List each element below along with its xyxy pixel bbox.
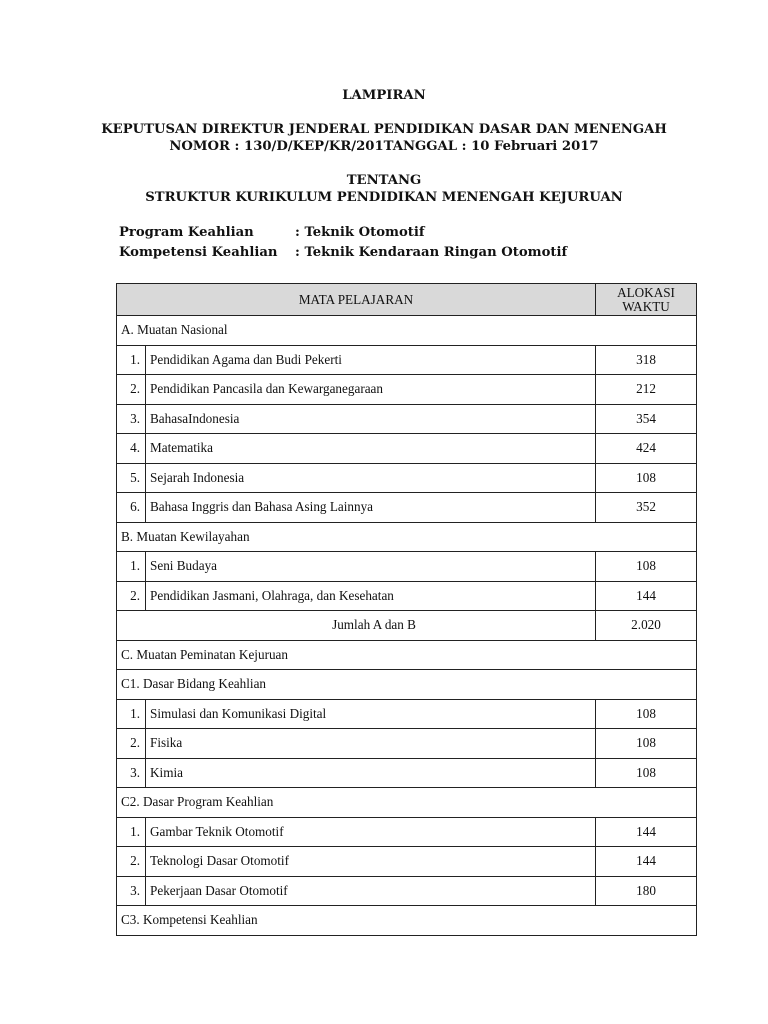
row-number: 6. — [117, 493, 146, 523]
subject-name: Pekerjaan Dasar Otomotif — [146, 876, 596, 906]
total-label: Jumlah A dan B — [117, 611, 596, 641]
table-header — [117, 284, 697, 316]
row-number: 3. — [117, 758, 146, 788]
subject-name: Seni Budaya — [146, 552, 596, 582]
section-title: C. Muatan Peminatan Kejuruan — [117, 640, 697, 670]
hours-value: 144 — [596, 817, 697, 847]
table-row — [117, 817, 697, 847]
hours-value: 108 — [596, 699, 697, 729]
hours-value: 180 — [596, 876, 697, 906]
table-row — [117, 375, 697, 405]
table-row — [117, 552, 697, 582]
row-number: 1. — [117, 345, 146, 375]
section-row — [117, 670, 697, 700]
subject-name: Pendidikan Pancasila dan Kewarganegaraan — [146, 375, 596, 405]
row-number: 2. — [117, 375, 146, 405]
hours-value: 212 — [596, 375, 697, 405]
hours-value: 108 — [596, 463, 697, 493]
program-keahlian-value: : Teknik Otomotif — [295, 225, 425, 240]
row-number: 1. — [117, 817, 146, 847]
decree-number: NOMOR : 130/D/KEP/KR/201TANGGAL : 10 Februari 2017 — [169, 139, 599, 154]
row-number: 1. — [117, 552, 146, 582]
table-row — [117, 876, 697, 906]
subject-name: Simulasi dan Komunikasi Digital — [146, 699, 596, 729]
tentang-label: TENTANG — [346, 173, 422, 188]
subject-name: Sejarah Indonesia — [146, 463, 596, 493]
table-row — [117, 345, 697, 375]
row-number: 4. — [117, 434, 146, 464]
hours-value: 144 — [596, 581, 697, 611]
total-value: 2.020 — [596, 611, 697, 641]
table-row — [117, 581, 697, 611]
hours-value: 318 — [596, 345, 697, 375]
lampiran-title: LAMPIRAN — [342, 88, 426, 103]
subject-name: Teknologi Dasar Otomotif — [146, 847, 596, 877]
hours-value: 352 — [596, 493, 697, 523]
subject-title: STRUKTUR KURIKULUM PENDIDIKAN MENENGAH KEJURUAN — [145, 190, 623, 205]
subject-name: Bahasa Inggris dan Bahasa Asing Lainnya — [146, 493, 596, 523]
hours-value: 108 — [596, 552, 697, 582]
hours-value: 108 — [596, 729, 697, 759]
subject-name: BahasaIndonesia — [146, 404, 596, 434]
subject-name: Fisika — [146, 729, 596, 759]
row-number: 1. — [117, 699, 146, 729]
section-row — [117, 640, 697, 670]
section-row — [117, 522, 697, 552]
decree-title: KEPUTUSAN DIREKTUR JENDERAL PENDIDIKAN DASAR DAN MENENGAH — [101, 122, 667, 137]
hours-value: 424 — [596, 434, 697, 464]
section-title: B. Muatan Kewilayahan — [117, 522, 697, 552]
kompetensi-keahlian-value: : Teknik Kendaraan Ringan Otomotif — [295, 245, 568, 260]
total-row — [117, 611, 697, 641]
section-row — [117, 788, 697, 818]
row-number: 3. — [117, 876, 146, 906]
table-row — [117, 404, 697, 434]
kompetensi-keahlian-label: Kompetensi Keahlian — [119, 245, 278, 260]
table-row — [117, 847, 697, 877]
section-row — [117, 316, 697, 346]
row-number: 3. — [117, 404, 146, 434]
hours-value: 144 — [596, 847, 697, 877]
hours-value: 354 — [596, 404, 697, 434]
subject-name: Gambar Teknik Otomotif — [146, 817, 596, 847]
table-row — [117, 434, 697, 464]
row-number: 5. — [117, 463, 146, 493]
table-row — [117, 758, 697, 788]
table-row — [117, 463, 697, 493]
table-row — [117, 699, 697, 729]
row-number: 2. — [117, 847, 146, 877]
col-time-header: ALOKASI WAKTU — [596, 284, 697, 316]
hours-value: 108 — [596, 758, 697, 788]
section-row — [117, 906, 697, 936]
row-number: 2. — [117, 729, 146, 759]
program-keahlian-row — [119, 225, 425, 240]
table-row — [117, 493, 697, 523]
row-number: 2. — [117, 581, 146, 611]
kompetensi-keahlian-row — [119, 245, 567, 260]
section-title: C3. Kompetensi Keahlian — [117, 906, 697, 936]
subject-name: Matematika — [146, 434, 596, 464]
subject-name: Kimia — [146, 758, 596, 788]
col-subject-header: MATA PELAJARAN — [117, 284, 596, 316]
section-title: C1. Dasar Bidang Keahlian — [117, 670, 697, 700]
section-title: C2. Dasar Program Keahlian — [117, 788, 697, 818]
curriculum-table — [116, 283, 697, 936]
section-title: A. Muatan Nasional — [117, 316, 697, 346]
table-row — [117, 729, 697, 759]
program-keahlian-label: Program Keahlian — [119, 225, 254, 240]
subject-name: Pendidikan Jasmani, Olahraga, dan Kesehatan — [146, 581, 596, 611]
subject-name: Pendidikan Agama dan Budi Pekerti — [146, 345, 596, 375]
